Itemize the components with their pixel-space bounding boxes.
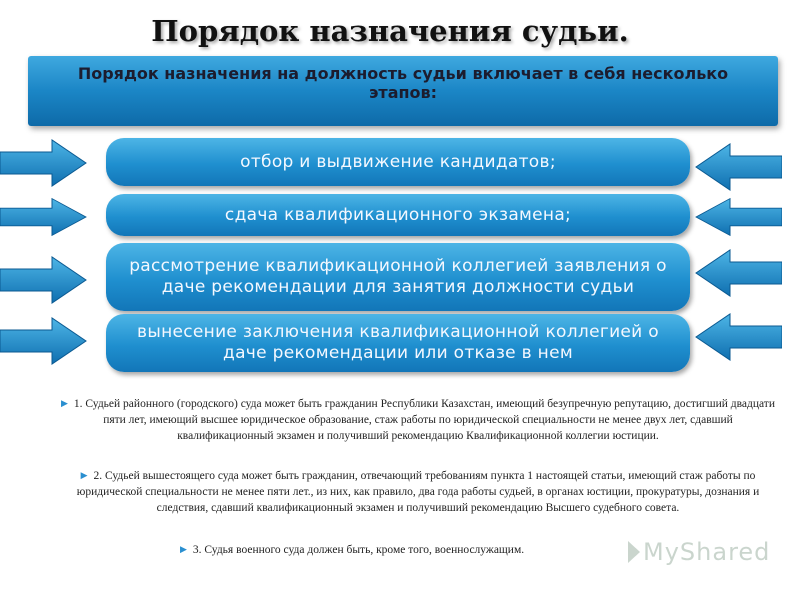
left-arrow-icon — [694, 312, 782, 362]
paragraph-text: 1. Судьей районного (городского) суда может быть гражданин Республики Казахстан, имеющий безупречную репутацию, достигший двадцати пяти лет, имеющий высшее юридическое образование, стаж работы по юридической специальности не менее двух лет, сдавший квалификационный экзамен и получивший рекомендацию Квалификационной коллегии юстиции. — [73, 398, 775, 442]
step-box: рассмотрение квалификационной коллегией заявления о даче рекомендации для занятия должности судьи — [106, 243, 690, 311]
intro-banner: Порядок назначения на должность судьи включает в себя несколько этапов: — [28, 56, 778, 126]
play-icon — [628, 541, 640, 563]
paragraph — [56, 467, 780, 516]
right-arrow-icon — [0, 197, 88, 237]
paragraph — [56, 395, 780, 444]
step-box: вынесение заключения квалификационной коллегией о даче рекомендации или отказе в нем — [106, 314, 690, 372]
right-arrow-icon — [0, 255, 88, 305]
right-arrow-icon — [0, 316, 88, 366]
bullet-arrow-icon: ▶ — [80, 470, 88, 480]
left-arrow-icon — [694, 197, 782, 237]
step-box: отбор и выдвижение кандидатов; — [106, 138, 690, 186]
watermark-text: MyShared — [643, 538, 771, 566]
paragraph — [180, 541, 640, 558]
right-arrow-icon — [0, 138, 88, 188]
watermark-logo — [628, 538, 770, 566]
paragraph-text: 3. Судья военного суда должен быть, кроме того, военнослужащим. — [192, 544, 525, 556]
step-box: сдача квалификационного экзамена; — [106, 194, 690, 236]
left-arrow-icon — [694, 248, 782, 298]
slide-title: Порядок назначения судьи. — [151, 14, 629, 48]
bullet-arrow-icon: ▶ — [61, 398, 68, 408]
bullet-arrow-icon: ▶ — [180, 544, 187, 554]
paragraph-text: 2. Судьей вышестоящего суда может быть гражданин, отвечающий требованиям пункта 1 настоящей статьи, имеющий стаж работы по юридической специальности не менее пяти лет., из них, как правило, два года работы судьей, в органах юстиции, прокуратуры, дознания и следствия, сдавший квалификационный экзамен и получивший рекомендацию Высшего судебного совета. — [76, 470, 760, 514]
left-arrow-icon — [694, 142, 782, 192]
